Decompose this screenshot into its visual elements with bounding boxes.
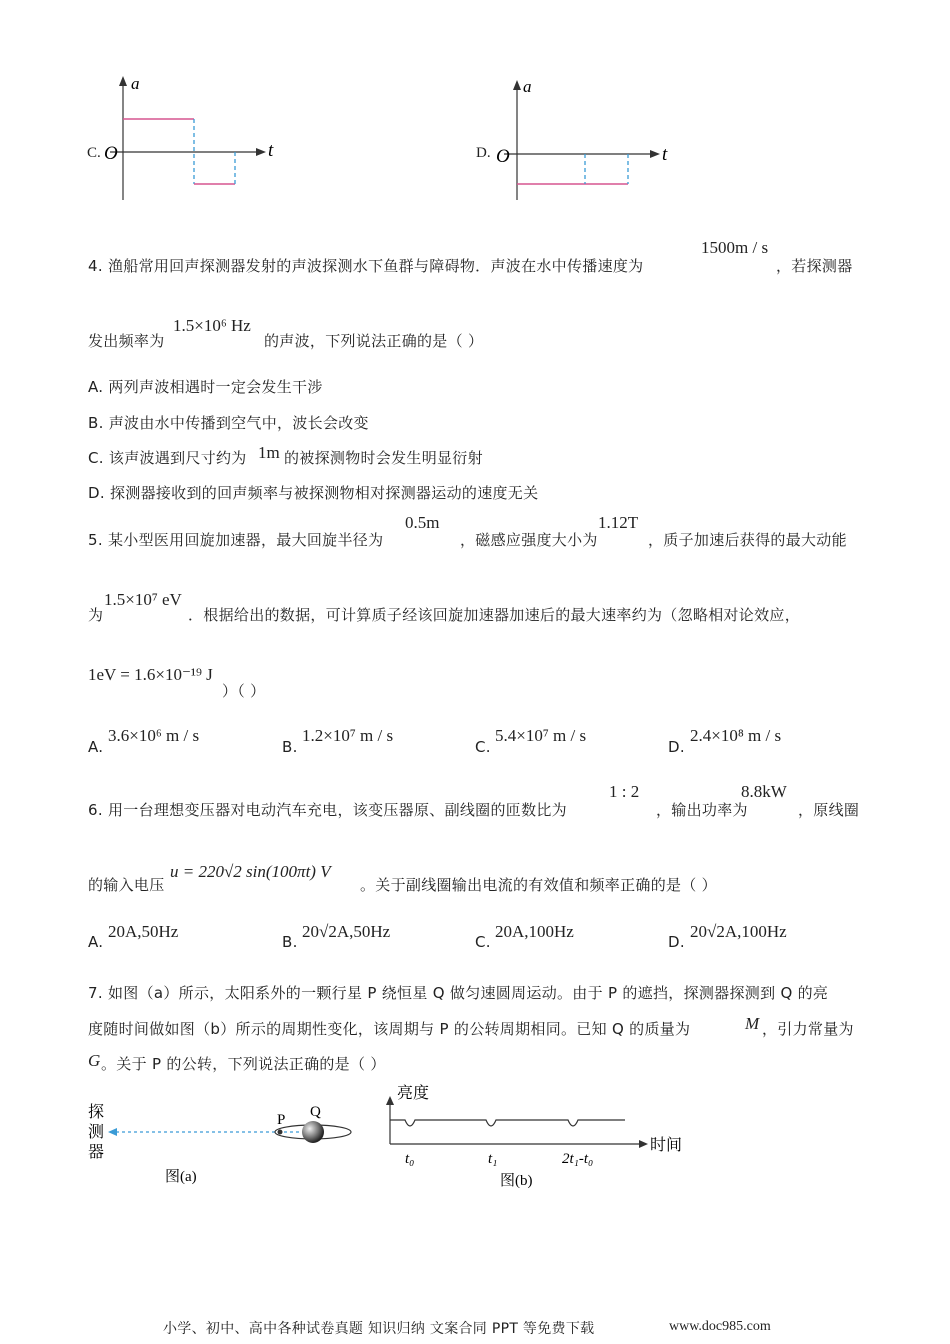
q5-opt-d-value: 2.4×10⁸ m / s bbox=[690, 726, 782, 745]
q4-text-1b: ，若探测器 bbox=[776, 257, 853, 275]
option-c-label: C. bbox=[87, 145, 101, 161]
planet-p-icon bbox=[278, 1130, 283, 1135]
q5-opt-c-label: C. bbox=[475, 738, 491, 756]
q4-option-b: B. 声波由水中传播到空气中，波长会改变 bbox=[88, 414, 369, 432]
tick-t0: t₀ bbox=[405, 1151, 415, 1167]
q5-field: 1.12T bbox=[598, 513, 639, 532]
q4-option-c: C. 该声波遇到尺寸约为 bbox=[88, 449, 247, 467]
q5-ev-conversion: 1eV = 1.6×10⁻¹⁹ J bbox=[88, 665, 213, 684]
d-y-label: a bbox=[523, 77, 532, 96]
q4-text-2b: 的声波，下列说法正确的是（ ） bbox=[264, 332, 484, 350]
graph-d bbox=[494, 72, 684, 207]
figure-a-caption: 图(a) bbox=[165, 1169, 197, 1185]
q6-opt-a-label: A. bbox=[88, 933, 104, 951]
q5-text-1: 5. 某小型医用回旋加速器，最大回旋半径为 bbox=[88, 531, 384, 549]
q6-text-1b: ，输出功率为 bbox=[656, 801, 748, 819]
option-d-label: D. bbox=[476, 145, 491, 161]
q6-opt-b-label: B. bbox=[282, 933, 298, 951]
star-q-label: Q bbox=[310, 1104, 321, 1120]
q5-opt-a-value: 3.6×10⁶ m / s bbox=[108, 726, 200, 745]
q6-text-2b: 。关于副线圈输出电流的有效值和频率正确的是（ ） bbox=[360, 876, 717, 894]
tick-t1: t₁ bbox=[488, 1151, 498, 1167]
time-axis-label: 时间 bbox=[650, 1137, 683, 1154]
tick-2t1-t0: 2t₁-t₀ bbox=[562, 1151, 594, 1167]
q4-option-d: D. 探测器接收到的回声频率与被探测物相对探测器运动的速度无关 bbox=[88, 484, 539, 502]
planet-p-label: P bbox=[277, 1112, 286, 1128]
brightness-axis-label: 亮度 bbox=[397, 1085, 430, 1102]
q4-speed: 1500m / s bbox=[701, 238, 769, 257]
q4-text-1: 4. 渔船常用回声探测器发射的声波探测水下鱼群与障碍物．声波在水中传播速度为 bbox=[88, 257, 644, 275]
q7-text-1: 7. 如图（a）所示，太阳系外的一颗行星 P 绕恒星 Q 做匀速圆周运动。由于 P 的遮挡，探测器探测到 Q 的亮 bbox=[88, 984, 829, 1002]
q5-radius: 0.5m bbox=[405, 513, 440, 532]
d-origin: O bbox=[496, 146, 510, 167]
q5-text-2: 为 bbox=[88, 606, 104, 624]
graph-c bbox=[100, 72, 290, 207]
q7-mass: M bbox=[745, 1014, 760, 1033]
q5-opt-a-label: A. bbox=[88, 738, 104, 756]
q5-opt-b-value: 1.2×10⁷ m / s bbox=[302, 726, 394, 745]
c-y-label: a bbox=[131, 74, 140, 93]
q6-opt-a-value: 20A,50Hz bbox=[108, 922, 179, 941]
q4-option-c-rest: 的被探测物时会发生明显衍射 bbox=[284, 449, 483, 467]
q4-option-c-size: 1m bbox=[258, 443, 280, 462]
detector-char-2: 测 bbox=[88, 1124, 105, 1141]
figure-b-caption: 图(b) bbox=[500, 1173, 533, 1189]
q7-text-2b: ，引力常量为 bbox=[762, 1020, 854, 1038]
q5-text-1c: ，质子加速后获得的最大动能 bbox=[648, 531, 847, 549]
d-x-label: t bbox=[662, 144, 668, 165]
q6-ratio: 1 : 2 bbox=[609, 782, 640, 801]
q6-opt-c-value: 20A,100Hz bbox=[495, 922, 574, 941]
q4-option-a: A. 两列声波相遇时一定会发生干涉 bbox=[88, 378, 323, 396]
c-origin: O bbox=[104, 143, 118, 164]
q5-opt-d-label: D. bbox=[668, 738, 685, 756]
figure-a bbox=[80, 1090, 370, 1200]
q5-opt-c-value: 5.4×10⁷ m / s bbox=[495, 726, 587, 745]
q6-opt-d-label: D. bbox=[668, 933, 685, 951]
q5-energy: 1.5×10⁷ eV bbox=[104, 590, 182, 609]
q6-text-2: 的输入电压 bbox=[88, 876, 165, 894]
q7-text-2: 度随时间做如图（b）所示的周期性变化，该周期与 P 的公转周期相同。已知 Q 的质量为 bbox=[88, 1020, 691, 1038]
detector-char-3: 器 bbox=[88, 1144, 105, 1161]
q6-opt-c-label: C. bbox=[475, 933, 491, 951]
q6-text-1c: ，原线圈 bbox=[798, 801, 860, 819]
q6-text-1: 6. 用一台理想变压器对电动汽车充电，该变压器原、副线圈的匝数比为 bbox=[88, 801, 567, 819]
figure-b bbox=[380, 1080, 700, 1195]
q6-power: 8.8kW bbox=[741, 782, 787, 801]
q5-opt-b-label: B. bbox=[282, 738, 298, 756]
q6-voltage: u = 220√2 sin(100πt) V bbox=[170, 862, 331, 881]
q6-opt-d-value: 20√2A,100Hz bbox=[690, 922, 787, 941]
detector-char-1: 探 bbox=[88, 1104, 105, 1121]
star-q-icon bbox=[302, 1121, 324, 1143]
q4-frequency: 1.5×10⁶ Hz bbox=[173, 316, 251, 335]
q5-text-2b: ．根据给出的数据，可计算质子经该回旋加速器加速后的最大速率约为（忽略相对论效应， bbox=[188, 606, 801, 624]
footer-url[interactable]: www.doc985.com bbox=[669, 1319, 771, 1334]
q7-gravity-constant: G bbox=[88, 1051, 101, 1070]
footer-text: 小学、初中、高中各种试卷真题 知识归纳 文案合同 PPT 等免费下载 bbox=[163, 1321, 595, 1337]
q5-text-3: ）（ ） bbox=[222, 682, 266, 700]
q7-text-3: 。关于 P 的公转，下列说法正确的是（ ） bbox=[101, 1055, 386, 1073]
q5-text-1b: ，磁感应强度大小为 bbox=[460, 531, 598, 549]
q6-opt-b-value: 20√2A,50Hz bbox=[302, 922, 391, 941]
c-x-label: t bbox=[268, 140, 274, 161]
q4-text-2: 发出频率为 bbox=[88, 332, 165, 350]
